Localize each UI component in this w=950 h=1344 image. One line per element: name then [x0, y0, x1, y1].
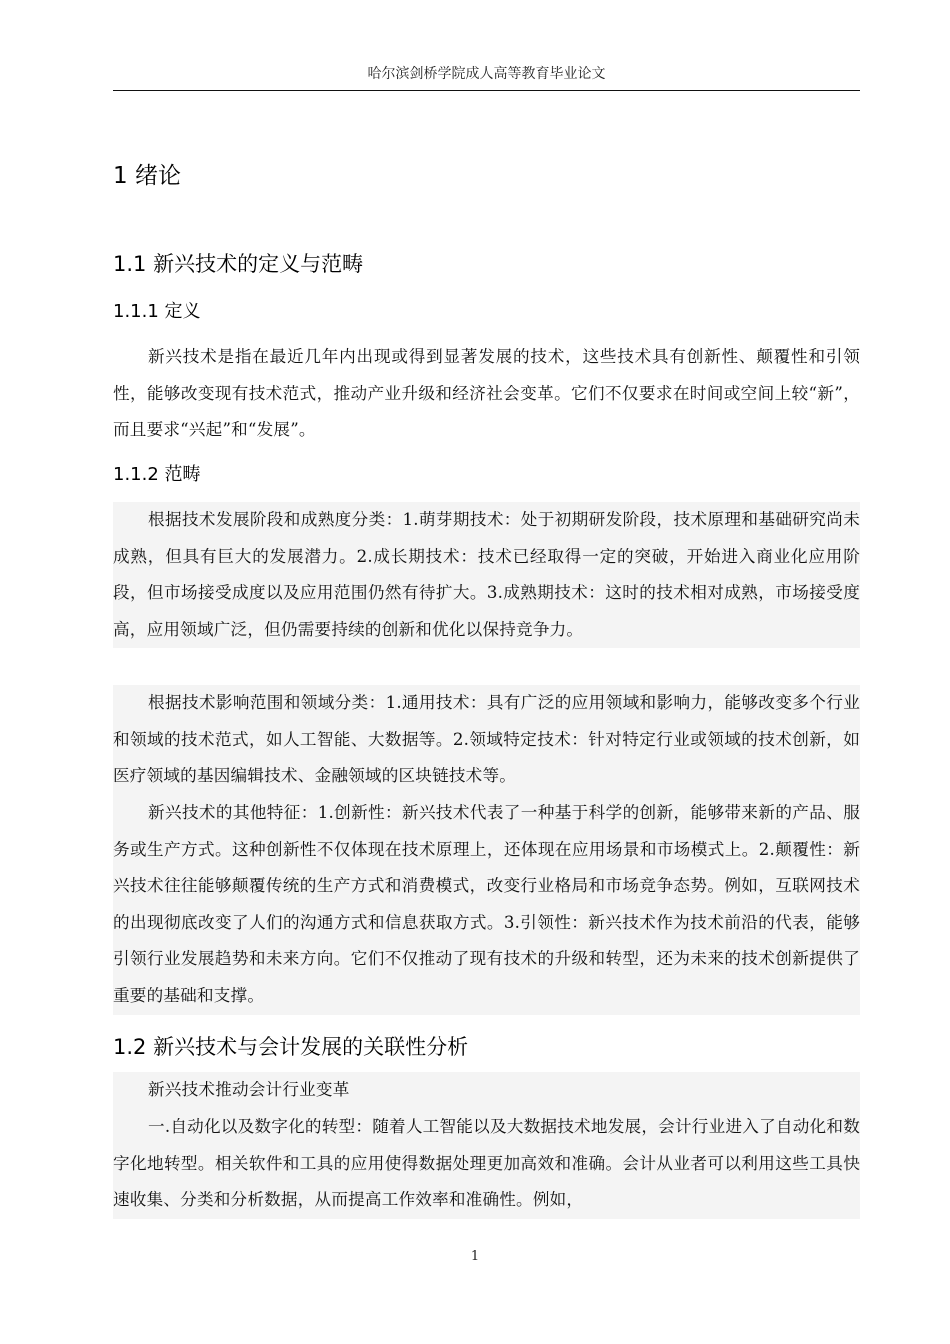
header-divider [113, 90, 860, 91]
subsection-title-1-1-2: 1.1.2 范畴 [113, 464, 201, 485]
chapter-title: 1 绪论 [113, 163, 181, 189]
paragraph-scope-field: 根据技术影响范围和领域分类：1.通用技术：具有广泛的应用领域和影响力，能够改变多个行业和领域的技术范式，如人工智能、大数据等。2.领域特定技术：针对特定行业或领域的技术创新，如医疗领域的基因编辑技术、金融领域的区块链技术等。 [113, 685, 860, 795]
paragraph-scope-maturity: 根据技术发展阶段和成熟度分类：1.萌芽期技术：处于初期研发阶段，技术原理和基础研究尚未成熟，但具有巨大的发展潜力。2.成长期技术：技术已经取得一定的突破，开始进入商业化应用阶段，但市场接受成度以及应用范围仍然有待扩大。3.成熟期技术：这时的技术相对成熟，市场接受度高，应用领域广泛，但仍需要持续的创新和优化以保持竞争力。 [113, 502, 860, 648]
page-number: 1 [470, 1249, 480, 1264]
section-title-1-2: 1.2 新兴技术与会计发展的关联性分析 [113, 1035, 469, 1059]
subsection-title-1-1-1: 1.1.1 定义 [113, 301, 201, 322]
paragraph-automation: 一.自动化以及数字化的转型：随着人工智能以及大数据技术地发展，会计行业进入了自动化和数字化地转型。相关软件和工具的应用使得数据处理更加高效和准确。会计从业者可以利用这些工具快速收集、分类和分析数据，从而提高工作效率和准确性。例如， [113, 1109, 860, 1219]
running-header: 哈尔滨剑桥学院成人高等教育毕业论文 [367, 66, 606, 82]
paragraph-other-features: 新兴技术的其他特征：1.创新性：新兴技术代表了一种基于科学的创新，能够带来新的产品、服务或生产方式。这种创新性不仅体现在技术原理上，还体现在应用场景和市场模式上。2.颠覆性：新兴技术往往能够颠覆传统的生产方式和消费模式，改变行业格局和市场竞争态势。例如，互联网技术的出现彻底改变了人们的沟通方式和信息获取方式。3.引领性：新兴技术作为技术前沿的代表，能够引领行业发展趋势和未来方向。它们不仅推动了现有技术的升级和转型，还为未来的技术创新提供了重要的基础和支撑。 [113, 795, 860, 1015]
section-title-1-1: 1.1 新兴技术的定义与范畴 [113, 252, 364, 276]
paragraph-tech-drives-change: 新兴技术推动会计行业变革 [113, 1072, 860, 1109]
paragraph-definition: 新兴技术是指在最近几年内出现或得到显著发展的技术，这些技术具有创新性、颠覆性和引领性，能够改变现有技术范式，推动产业升级和经济社会变革。它们不仅要求在时间或空间上较“新”，而且要求“兴起”和“发展”。 [113, 347, 860, 440]
